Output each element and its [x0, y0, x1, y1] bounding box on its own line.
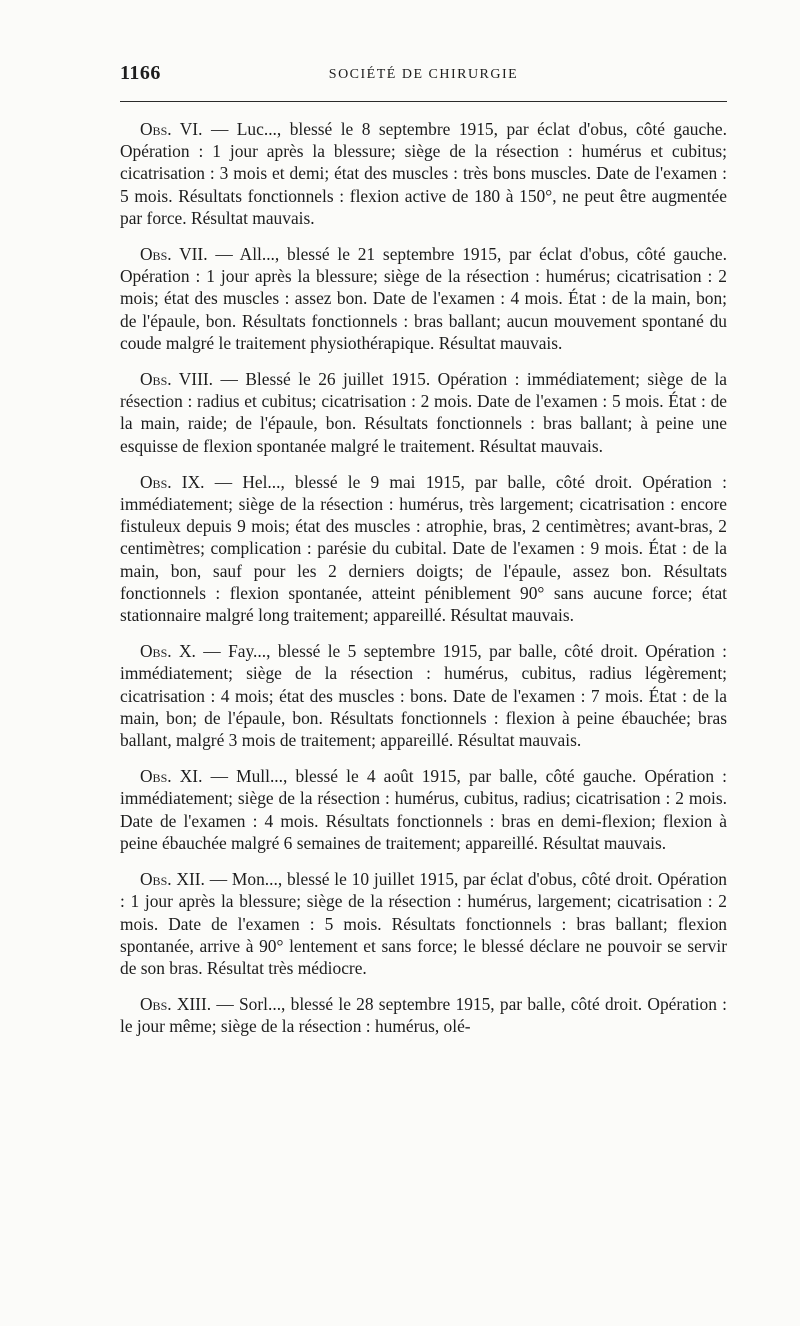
observation-paragraph [120, 993, 727, 1037]
observation-label: Obs. XIII. [140, 994, 212, 1015]
observation-label: Obs. XII. [140, 869, 205, 890]
observation-paragraph [120, 765, 727, 854]
running-title: SOCIÉTÉ DE CHIRURGIE [328, 67, 519, 82]
observation-paragraph [120, 368, 727, 457]
observation-paragraph [120, 640, 727, 751]
observation-text: — Sorl..., blessé le 28 septembre 1915, par balle, côté droit. Opération : le jour même; siège de la résection : humérus, olé- [120, 994, 727, 1037]
observation-text: — Mon..., blessé le 10 juillet 1915, par éclat d'obus, côté droit. Opération : 1 jour après la blessure; siège de la résection : humérus, largement; cicatrisation : 2 mois. Date de l'examen : 5 mois. Résultats fonctionnels : bras ballant; flexion spontanée, arrive à 90° lentement et sans force; le blessé déclare ne pouvoir se servir de son bras. Résultat très médiocre. [120, 869, 728, 978]
observation-text: — Fay..., blessé le 5 septembre 1915, par balle, côté droit. Opération : immédiatement; siège de la résection : humérus, cubitus, radius légèrement; cicatrisation : 4 mois; état des muscles : bons. Date de l'examen : 7 mois. État : de la main, bon; de l'épaule, bon. Résultats fonctionnels : flexion à peine ébauchée; bras ballant, malgré 3 mois de traitement; appareillé. Résultat mauvais. [120, 641, 727, 751]
observation-label: Obs. VI. [140, 119, 203, 139]
observation-text: — All..., blessé le 21 septembre 1915, par éclat d'obus, côté gauche. Opération : 1 jour après la blessure; siège de la résection : humérus; cicatrisation : 2 mois; état des muscles : assez bon. Date de l'examen : 4 mois. État : de la main, bon; de l'épaule, bon. Résultats fonctionnels : bras ballant; aucun mouvement spontané du coude malgré le traitement physiothérapique. Résultat mauvais. [120, 244, 727, 353]
observation-label: Obs. VIII. [140, 369, 214, 390]
page-header [120, 62, 727, 92]
header-rule [120, 101, 727, 102]
observation-text: — Blessé le 26 juillet 1915. Opération : immédiatement; siège de la résection : radius et cubitus; cicatrisation : 2 mois. Date de l'examen : 5 mois. État : de la main, raide; de l'épaule, bon. Résultats fonctionnels : bras ballant; à peine une esquisse de flexion spontanée malgré le traitement. Résultat mauvais. [120, 369, 727, 456]
observation-paragraph [120, 471, 727, 626]
observation-paragraph [120, 868, 727, 979]
observation-label: Obs. VII. [140, 244, 208, 265]
observation-label: Obs. X. [140, 641, 196, 662]
page-number: 1166 [120, 62, 161, 84]
observation-label: Obs. IX. [140, 471, 205, 492]
observation-text: — Mull..., blessé le 4 août 1915, par balle, côté gauche. Opération : immédiatement; siège de la résection : humérus, cubitus, radius; cicatrisation : 2 mois. Date de l'examen : 4 mois. Résultats fonctionnels : bras en demi-flexion; flexion à peine ébauchée malgré 6 semaines de traitement; appareillé. Résultat mauvais. [120, 766, 727, 853]
page-body [120, 118, 727, 1052]
observation-label: Obs. XI. [140, 766, 203, 787]
observation-paragraph [120, 243, 727, 354]
observation-text: — Luc..., blessé le 8 septembre 1915, par éclat d'obus, côté gauche. Opération : 1 jour après la blessure; siège de la résection : humérus et cubitus; cicatrisation : 3 mois et demi; état des muscles : très bons muscles. Date de l'examen : 5 mois. Résultats fonctionnels : flexion active de 180 à 150°, ne peut être augmentée par force. Résultat mauvais. [120, 119, 727, 228]
observation-text: — Hel..., blessé le 9 mai 1915, par balle, côté droit. Opération : immédiatement; siège de la résection : humérus, très largement; cicatrisation : encore fistuleux depuis 9 mois; état des muscles : atrophie, bras, 2 centimètres; avant-bras, 2 centimètres; complication : parésie du cubital. Date de l'examen : 9 mois. État : de la main, bon, sauf pour les 2 derniers doigts; de l'épaule, assez bon. Résultats fonctionnels : flexion spontanée, atteint péniblement 90° sans aucune force; état stationnaire malgré long traitement; appareillé. Résultat mauvais. [120, 471, 727, 626]
observation-paragraph [120, 118, 727, 229]
